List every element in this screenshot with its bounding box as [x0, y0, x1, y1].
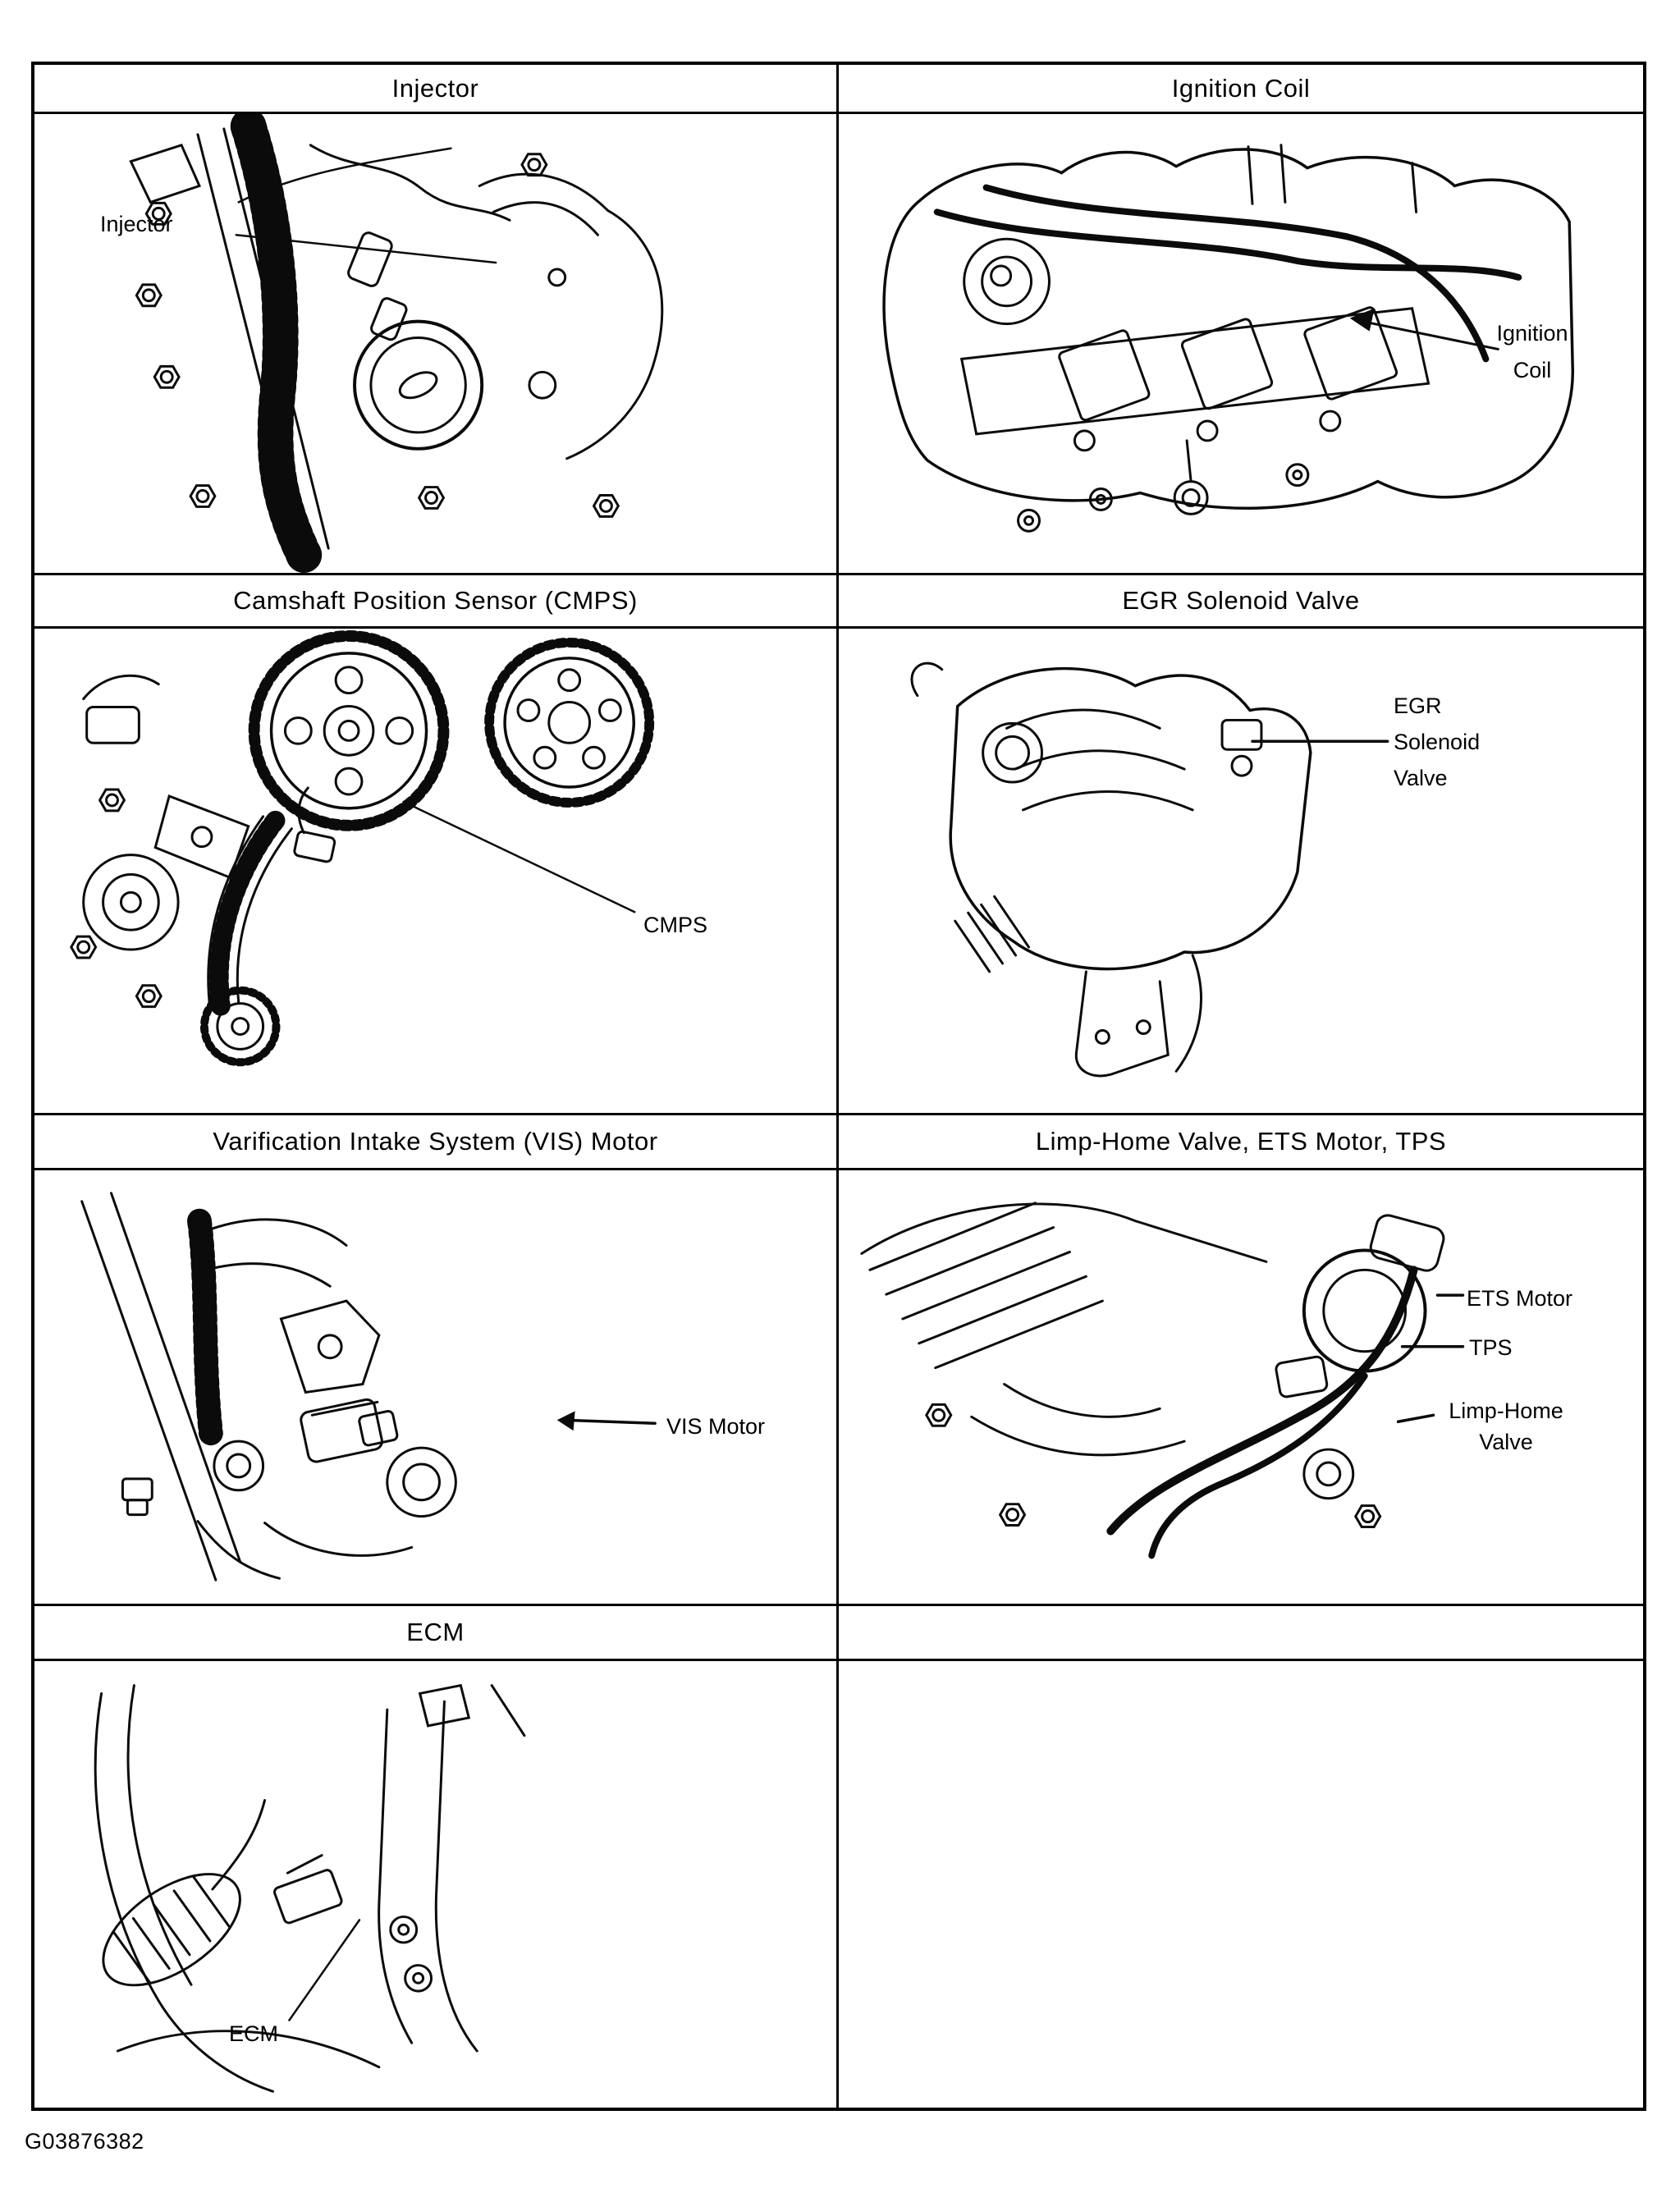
cmps-callout-label: CMPS — [643, 913, 708, 937]
tps-callout-label: TPS — [1469, 1335, 1513, 1360]
cell-cmps — [34, 629, 839, 1115]
vis-motor-callout-label: VIS Motor — [666, 1414, 766, 1439]
limp-home-valve-callout-label: Limp-Home Valve — [1449, 1398, 1563, 1454]
cell-ecm — [34, 1661, 839, 2108]
header-injector-label: Injector — [391, 73, 479, 103]
header-cmps-label: Camshaft Position Sensor (CMPS) — [233, 586, 638, 615]
figure-id: G03876382 — [25, 2129, 144, 2154]
header-egr — [839, 575, 1643, 629]
header-empty — [839, 1606, 1643, 1661]
component-location-table — [31, 62, 1646, 2111]
header-vis — [34, 1115, 839, 1170]
header-ecm-label: ECM — [406, 1618, 465, 1646]
injector-illustration — [34, 114, 836, 573]
header-vis-label: Varification Intake System (VIS) Motor — [213, 1127, 658, 1156]
header-ignition-coil — [839, 65, 1643, 114]
ets-motor-callout-label: ETS Motor — [1467, 1286, 1573, 1311]
header-limp-home — [839, 1115, 1643, 1170]
ecm-illustration — [34, 1661, 836, 2108]
header-limp-home-label: Limp-Home Valve, ETS Motor, TPS — [1035, 1127, 1447, 1156]
egr-illustration — [839, 629, 1643, 1113]
limp-home-illustration — [839, 1170, 1643, 1604]
vis-motor-illustration — [34, 1170, 836, 1604]
cell-limp-home — [839, 1170, 1643, 1606]
header-ignition-coil-label: Ignition Coil — [1171, 73, 1311, 103]
header-egr-label: EGR Solenoid Valve — [1122, 586, 1360, 615]
cmps-illustration — [34, 629, 836, 1113]
injector-callout-label: Injector — [100, 212, 173, 236]
header-ecm — [34, 1606, 839, 1661]
cell-ignition-coil — [839, 114, 1643, 575]
cell-vis — [34, 1170, 839, 1606]
header-cmps — [34, 575, 839, 629]
cell-egr — [839, 629, 1643, 1115]
ecm-callout-label: ECM — [229, 2021, 278, 2046]
ignition-coil-callout-label: Ignition Coil — [1496, 321, 1568, 382]
egr-callout-label: EGR Solenoid Valve — [1394, 694, 1481, 790]
cell-injector — [34, 114, 839, 575]
cell-empty — [839, 1661, 1643, 2108]
header-injector — [34, 65, 839, 114]
